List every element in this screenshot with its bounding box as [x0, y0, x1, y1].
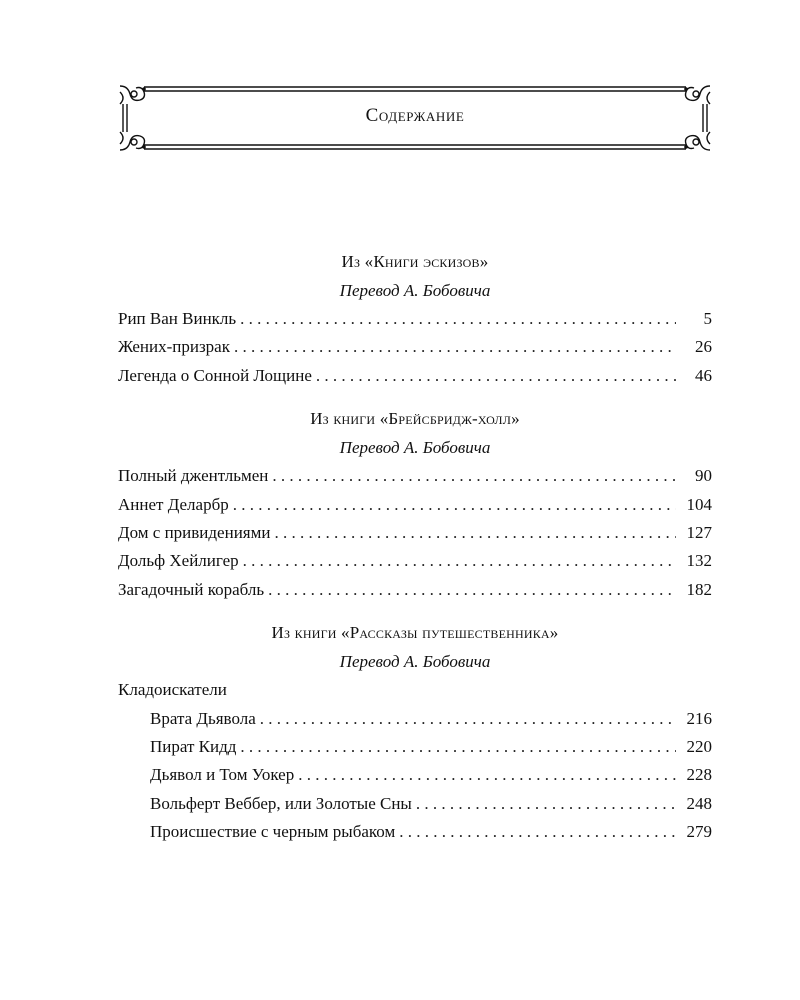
toc-entry-page: 90 [695, 466, 712, 486]
toc-entry-title: Врата Дьявола [150, 708, 256, 728]
dot-leader [260, 705, 676, 733]
toc-entry-page: 127 [686, 522, 712, 542]
contents-header-frame [118, 82, 712, 154]
toc-entry[interactable] [118, 362, 712, 390]
toc-entry-page: 248 [686, 793, 712, 813]
dot-leader [233, 491, 676, 519]
section-heading: Из книги «Рассказы путешественника» [271, 623, 559, 643]
page-title: Содержание [365, 105, 465, 126]
toc-entry-page: 46 [695, 365, 712, 385]
toc-entry[interactable] [118, 705, 712, 733]
dot-leader [298, 761, 676, 789]
dot-leader [316, 362, 676, 390]
toc-entry-title: Дом с привидениями [118, 522, 271, 542]
toc-entry-page: 26 [695, 337, 712, 357]
toc-entry-title: Легенда о Сонной Лощине [118, 365, 312, 385]
toc-entry[interactable] [118, 733, 712, 761]
translator-credit: Перевод А. Бобовича [339, 281, 491, 300]
dot-leader [240, 305, 676, 333]
toc-entry-page: 132 [686, 551, 712, 571]
toc-entry-title: Происшествие с черным рыбаком [150, 822, 396, 842]
translator-credit: Перевод А. Бобовича [339, 438, 491, 458]
toc-group-title[interactable]: Кладоискатели [118, 680, 227, 700]
toc-entry-page: 216 [686, 708, 712, 728]
toc-entry-page: 182 [686, 579, 712, 599]
dot-leader [416, 790, 676, 818]
toc-entry-title: Жених-призрак [118, 337, 230, 357]
toc-entry-page: 228 [686, 765, 712, 785]
section-heading: Из книги «Брейсбридж-холл» [310, 409, 520, 429]
toc-entry[interactable] [118, 491, 712, 519]
toc-entry-title: Пират Кидд [150, 736, 237, 756]
toc-entry[interactable] [118, 462, 712, 490]
dot-leader [243, 547, 676, 575]
toc-entry-title: Полный джентльмен [118, 466, 269, 486]
toc-entry[interactable] [118, 305, 712, 333]
toc-entry-page: 104 [686, 494, 712, 514]
toc-subgroup [118, 705, 712, 847]
dot-leader [272, 462, 676, 490]
toc-entry-page: 220 [686, 736, 712, 756]
toc-entry[interactable] [118, 761, 712, 789]
toc-entry[interactable] [118, 818, 712, 846]
toc-entry-page: 279 [686, 822, 712, 842]
toc-entry[interactable] [118, 333, 712, 361]
toc-entry-title: Вольферт Веббер, или Золотые Сны [150, 793, 412, 813]
toc-entry-title: Загадочный корабль [118, 579, 265, 599]
toc-entry-page: 5 [703, 309, 712, 328]
dot-leader [274, 519, 676, 547]
dot-leader [399, 818, 676, 846]
section-spacer [118, 604, 712, 618]
dot-leader [240, 733, 676, 761]
toc-entry[interactable] [118, 547, 712, 575]
toc-entry[interactable] [118, 519, 712, 547]
dot-leader [234, 333, 676, 361]
translator-credit: Перевод А. Бобовича [339, 652, 491, 672]
toc-entry[interactable] [118, 790, 712, 818]
toc-entry-title: Аннет Деларбр [118, 494, 229, 514]
table-of-contents [118, 247, 712, 846]
toc-entry-title: Рип Ван Винкль [118, 309, 237, 328]
toc-entry[interactable] [118, 576, 712, 604]
toc-entry-title: Дьявол и Том Уокер [150, 765, 295, 785]
section-spacer [118, 390, 712, 404]
section-heading: Из «Книги эскизов» [341, 252, 489, 271]
toc-entry-title: Дольф Хейлигер [118, 551, 239, 571]
dot-leader [268, 576, 676, 604]
